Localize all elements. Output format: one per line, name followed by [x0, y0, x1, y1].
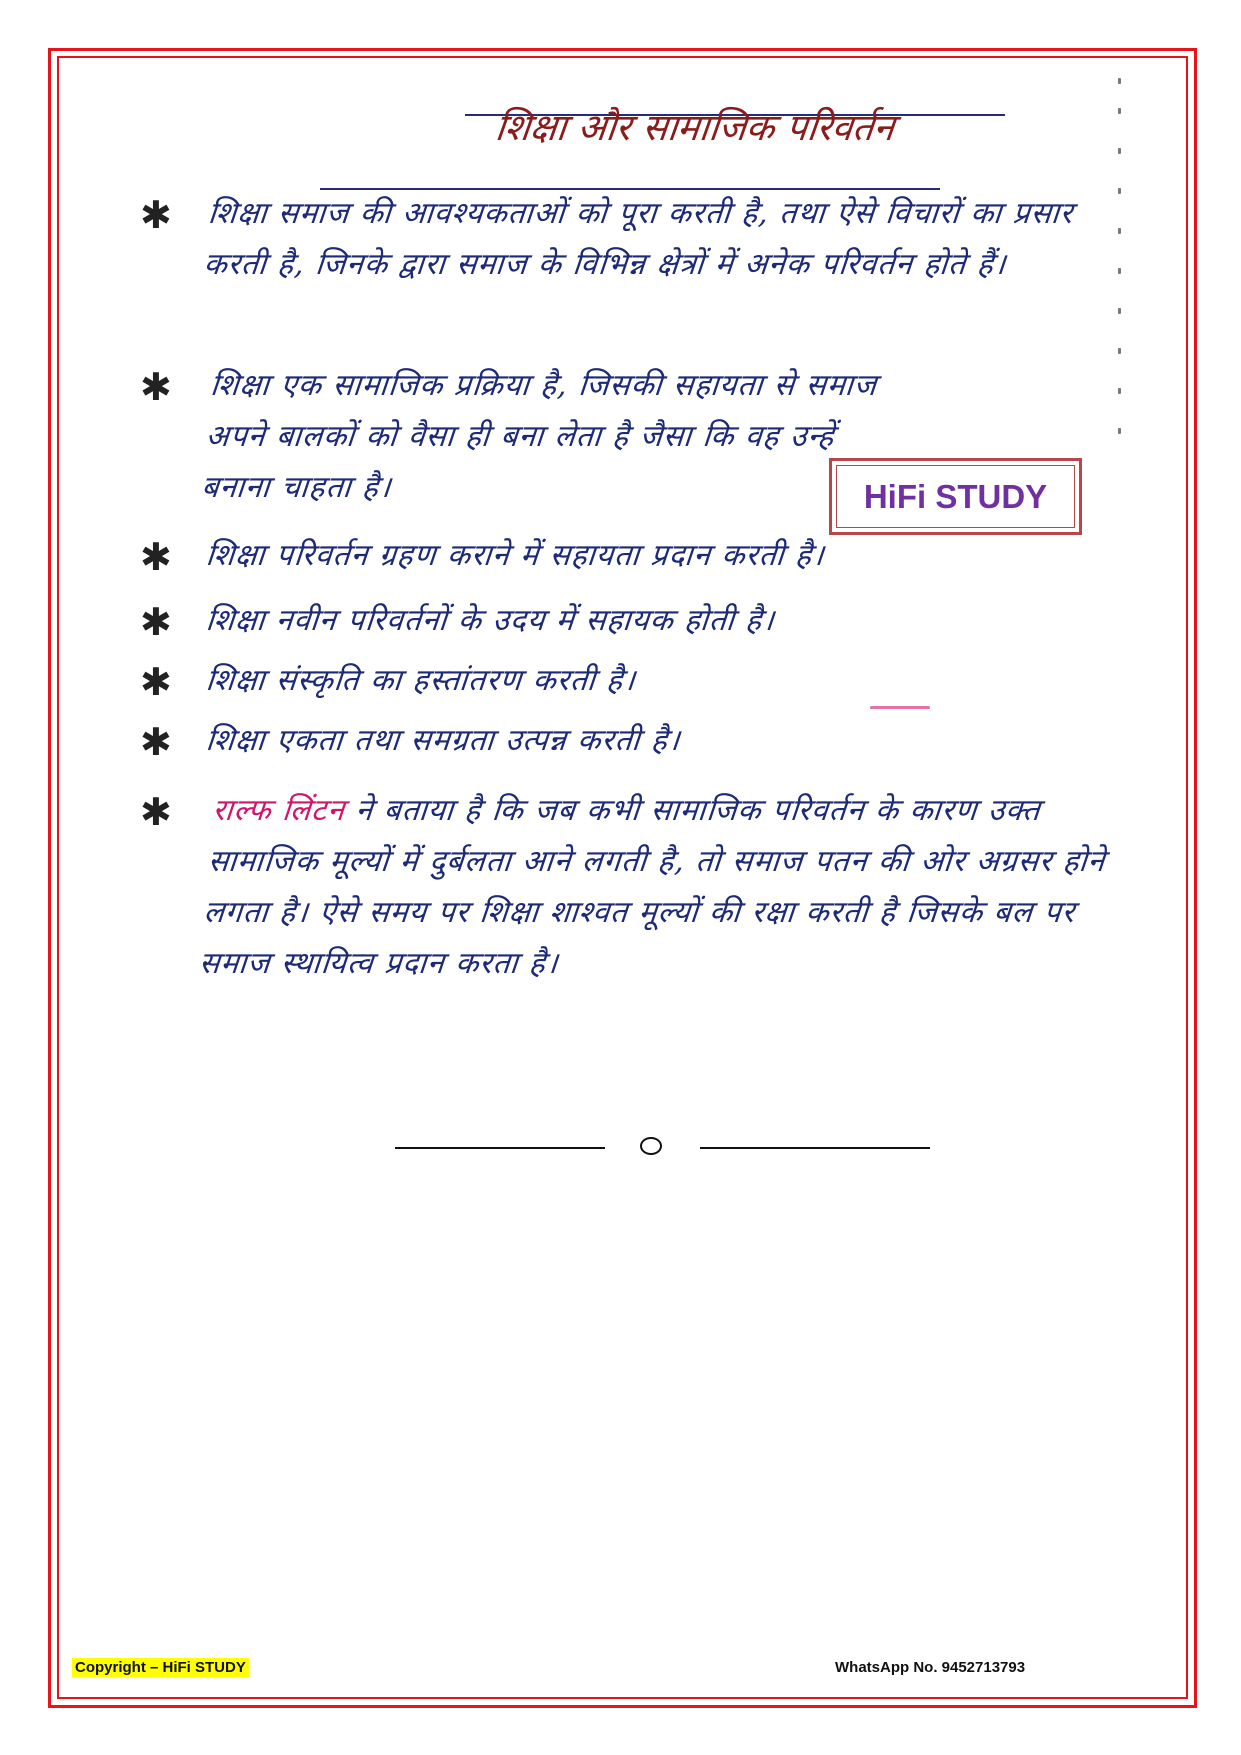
end-of-notes-mark	[395, 1133, 935, 1163]
point-text-rest: ने बताया है कि जब कभी सामाजिक परिवर्तन के कारण उक्त सामाजिक मूल्यों में दुर्बलता आने लगती है, तो समाज पतन की ओर अग्रसर होने लगता है। ऐसे समय पर शिक्षा शाश्वत मूल्यों की रक्षा करती है जिसके बल पर समाज स्थायित्व प्रदान करता है।	[197, 793, 1107, 981]
end-circle-icon	[640, 1137, 662, 1155]
point-7	[140, 785, 1130, 989]
point-1	[140, 188, 1130, 290]
point-text	[197, 785, 1139, 989]
point-text: शिक्षा नवीन परिवर्तनों के उदय में सहायक होती है।	[204, 603, 777, 638]
title-block	[320, 100, 1070, 151]
ralph-linton-highlight: राल्फ लिंटन	[211, 793, 347, 828]
point-text: शिक्षा एक सामाजिक प्रक्रिया है, जिसकी सहायता से समाज अपने बालकों को वैसा ही बना लेता है जैसा कि वह उन्हें बनाना चाहता है।	[200, 368, 879, 505]
pink-marker-stroke	[870, 706, 930, 709]
asterisk-bullet-icon: ✱	[140, 535, 172, 579]
end-line-left	[395, 1147, 605, 1149]
asterisk-bullet-icon: ✱	[140, 720, 172, 764]
asterisk-bullet-icon: ✱	[140, 660, 172, 704]
asterisk-bullet-icon: ✱	[140, 365, 172, 409]
point-4	[140, 595, 1130, 646]
point-text: शिक्षा एकता तथा समग्रता उत्पन्न करती है।	[204, 723, 683, 758]
page-title: शिक्षा और सामाजिक परिवर्तन	[493, 106, 897, 149]
watermark-label: HiFi STUDY	[836, 465, 1075, 528]
asterisk-bullet-icon: ✱	[140, 600, 172, 644]
point-6	[140, 715, 1130, 766]
end-line-right	[700, 1147, 930, 1149]
point-text: शिक्षा समाज की आवश्यकताओं को पूरा करती है, तथा ऐसे विचारों का प्रसार करती है, जिनके द्वारा समाज के विभिन्न क्षेत्रों में अनेक परिवर्तन होते हैं।	[202, 196, 1075, 282]
point-text: शिक्षा संस्कृति का हस्तांतरण करती है।	[204, 663, 638, 698]
whatsapp-number: WhatsApp No. 9452713793	[835, 1659, 1026, 1676]
point-5	[140, 655, 1130, 706]
watermark-badge	[829, 458, 1082, 535]
point-text: शिक्षा परिवर्तन ग्रहण कराने में सहायता प्रदान करती है।	[204, 538, 827, 573]
copyright-label: Copyright – HiFi STUDY	[72, 1658, 249, 1677]
asterisk-bullet-icon: ✱	[140, 193, 172, 237]
point-3	[140, 530, 1130, 581]
asterisk-bullet-icon: ✱	[140, 790, 172, 834]
